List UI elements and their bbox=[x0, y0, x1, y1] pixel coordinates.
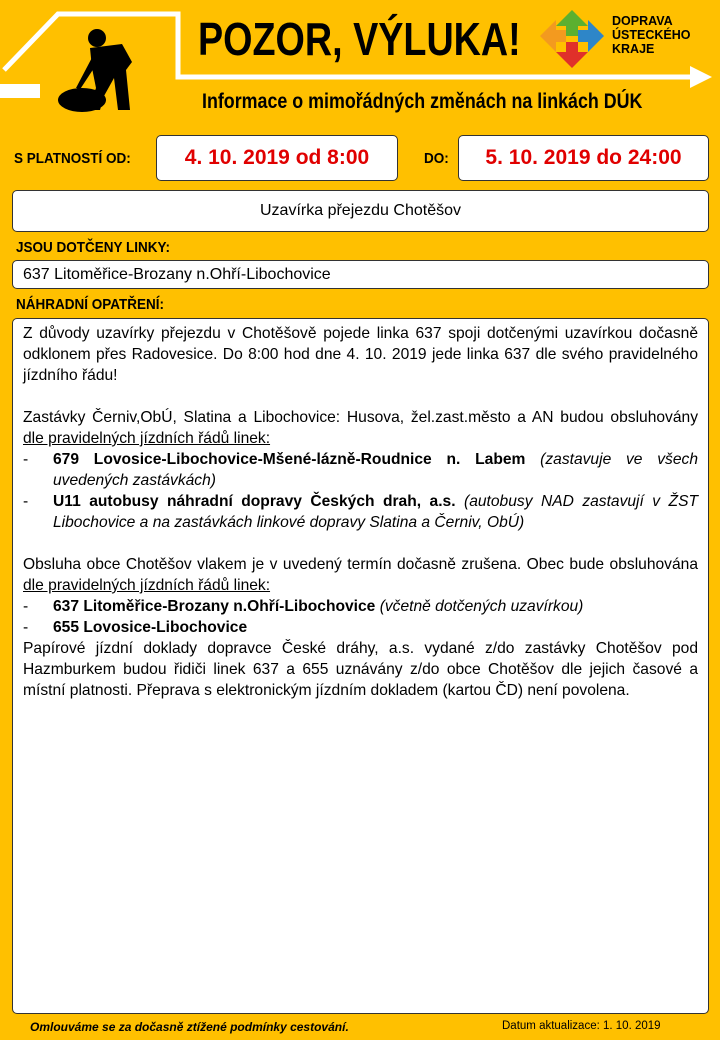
list-item bbox=[23, 449, 698, 491]
duk-logo-icon bbox=[540, 10, 604, 68]
lines-label: JSOU DOTČENY LINKY: bbox=[16, 239, 171, 256]
measures-paragraph-4: Papírové jízdní doklady dopravce České dráhy, a.s. vydané z/do zastávky Chotěšov pod Hazmburkem budou řidiči linek 637 a 655 uznávány z/do obce Chotěšov dle jejich časové a místní platnosti. Přeprava s elektronickým jízdním dokladem (kartou ČD) není povolena. bbox=[23, 640, 698, 699]
bullet-dash: - bbox=[23, 451, 29, 468]
measures-paragraph-2 bbox=[23, 407, 698, 449]
bullet-note: (zastavuje ve všech uvedených zastávkách) bbox=[53, 451, 698, 489]
validity-to-value: 5. 10. 2019 do 24:00 bbox=[485, 146, 682, 169]
validity-from-value: 4. 10. 2019 od 8:00 bbox=[184, 146, 370, 169]
lines-value: 637 Litoměřice-Brozany n.Ohří-Libochovice bbox=[23, 265, 331, 283]
validity-to-label: DO: bbox=[424, 150, 449, 167]
bullet-note: (autobusy NAD zastavují v ŽST Libochovice a na zastávkách linkové dopravy Slatina a Černiv, ObÚ) bbox=[53, 493, 699, 531]
measures-paragraph-1: Z důvody uzavírky přejezdu v Chotěšově pojede linka 637 spoji dotčenými uzavírkou dočasně odklonem přes Radovesice. Do 8:00 hod dne 4. 10. 2019 jede linka 637 dle svého pravidelného jízdního řádu! bbox=[23, 325, 698, 384]
list-item bbox=[23, 617, 698, 638]
bullet-dash: - bbox=[23, 493, 29, 510]
paragraph-2-text: Zastávky Černiv,ObÚ, Slatina a Libochovice: Husova, žel.zast.město a AN budou obsluhovány bbox=[23, 409, 698, 426]
bullet-note: (včetně dotčených uzavírkou) bbox=[375, 598, 584, 615]
reason-text: Uzavírka přejezdu Chotěšov bbox=[260, 202, 461, 219]
bullet-dash: - bbox=[23, 619, 29, 636]
bullet-line-name: 655 Lovosice-Libochovice bbox=[53, 619, 248, 636]
footer-apology: Omlouváme se za dočasně ztížené podmínky cestování. bbox=[30, 1020, 349, 1034]
paragraph-2-underline: dle pravidelných jízdních řádů linek: bbox=[23, 430, 271, 447]
lines-box bbox=[12, 260, 709, 289]
bullet-line-name: 637 Litoměřice-Brozany n.Ohří-Libochovice bbox=[53, 598, 376, 615]
bullet-line-name: 679 Lovosice-Libochovice-Mšené-lázně-Roudnice n. Labem bbox=[53, 451, 526, 468]
page-subtitle: Informace o mimořádných změnách na linkách DÚK bbox=[202, 90, 643, 113]
arrow-head-icon bbox=[690, 66, 712, 88]
measures-box bbox=[12, 318, 709, 1014]
page-title: POZOR, VÝLUKA! bbox=[198, 13, 521, 65]
measures-paragraph-3 bbox=[23, 554, 698, 596]
measures-label: NÁHRADNÍ OPATŘENÍ: bbox=[16, 296, 164, 313]
validity-from-label: S PLATNOSTÍ OD: bbox=[14, 150, 131, 167]
footer-updated: Datum aktualizace: 1. 10. 2019 bbox=[502, 1020, 661, 1032]
paragraph-3-text: Obsluha obce Chotěšov vlakem je v uvedený termín dočasně zrušena. Obec bude obsluhována bbox=[23, 556, 698, 573]
validity-to-box bbox=[458, 135, 709, 181]
logo-text: DOPRAVA ÚSTECKÉHO KRAJE bbox=[612, 14, 691, 56]
list-item bbox=[23, 491, 698, 533]
paragraph-3-underline: dle pravidelných jízdních řádů linek: bbox=[23, 577, 271, 594]
bullet-dash: - bbox=[23, 598, 29, 615]
bullet-line-name: U11 autobusy náhradní dopravy Českých drah, a.s. bbox=[53, 493, 456, 510]
validity-from-box bbox=[156, 135, 398, 181]
list-item bbox=[23, 596, 698, 617]
reason-box bbox=[12, 190, 709, 232]
road-worker-icon bbox=[58, 29, 132, 112]
